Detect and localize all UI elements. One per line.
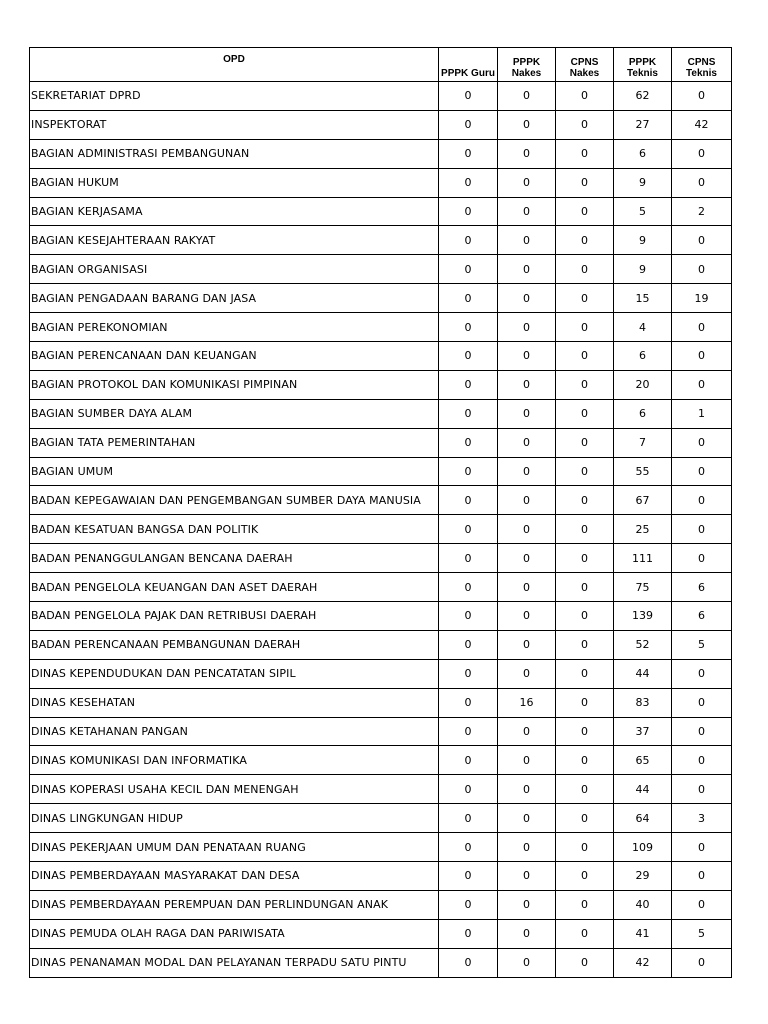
cell-cpns-teknis: 3 (672, 804, 732, 833)
cell-opd: BADAN PENGELOLA KEUANGAN DAN ASET DAERAH (30, 573, 439, 602)
table-row (30, 544, 732, 573)
cell-pppk-teknis: 65 (614, 746, 672, 775)
cell-pppk-nakes: 0 (498, 630, 556, 659)
cell-cpns-nakes: 0 (556, 746, 614, 775)
cell-pppk-teknis: 52 (614, 630, 672, 659)
cell-pppk-teknis: 15 (614, 284, 672, 313)
cell-pppk-guru: 0 (439, 659, 498, 688)
cell-cpns-teknis: 2 (672, 197, 732, 226)
header-opd: OPD (30, 48, 439, 82)
cell-cpns-nakes: 0 (556, 370, 614, 399)
cell-cpns-nakes: 0 (556, 82, 614, 111)
table-row (30, 226, 732, 255)
table-row (30, 342, 732, 371)
cell-cpns-nakes: 0 (556, 313, 614, 342)
cell-pppk-nakes: 0 (498, 313, 556, 342)
cell-pppk-teknis: 67 (614, 486, 672, 515)
table-row (30, 515, 732, 544)
table-row (30, 428, 732, 457)
cell-cpns-teknis: 0 (672, 746, 732, 775)
cell-cpns-nakes: 0 (556, 168, 614, 197)
cell-cpns-teknis: 0 (672, 775, 732, 804)
cell-pppk-guru: 0 (439, 688, 498, 717)
cell-pppk-nakes: 0 (498, 746, 556, 775)
cell-opd: INSPEKTORAT (30, 110, 439, 139)
cell-cpns-teknis: 0 (672, 659, 732, 688)
table-row (30, 746, 732, 775)
cell-opd: DINAS KETAHANAN PANGAN (30, 717, 439, 746)
cell-pppk-nakes: 0 (498, 919, 556, 948)
cell-pppk-teknis: 64 (614, 804, 672, 833)
cell-pppk-guru: 0 (439, 573, 498, 602)
cell-cpns-teknis: 0 (672, 226, 732, 255)
cell-cpns-nakes: 0 (556, 775, 614, 804)
cell-cpns-nakes: 0 (556, 833, 614, 862)
cell-pppk-teknis: 41 (614, 919, 672, 948)
cell-opd: DINAS PEMBERDAYAAN MASYARAKAT DAN DESA (30, 862, 439, 891)
cell-cpns-nakes: 0 (556, 399, 614, 428)
table-row (30, 197, 732, 226)
table-row (30, 313, 732, 342)
header-pppk-teknis-line-1: PPPK (628, 57, 657, 68)
cell-opd: BAGIAN PROTOKOL DAN KOMUNIKASI PIMPINAN (30, 370, 439, 399)
cell-opd: DINAS PEKERJAAN UMUM DAN PENATAAN RUANG (30, 833, 439, 862)
cell-pppk-teknis: 9 (614, 255, 672, 284)
table-row (30, 630, 732, 659)
table-row (30, 948, 732, 977)
cell-pppk-guru: 0 (439, 457, 498, 486)
table-row (30, 862, 732, 891)
table-row (30, 284, 732, 313)
header-pppk-guru-line: PPPK Guru (441, 68, 495, 79)
cell-opd: BAGIAN SUMBER DAYA ALAM (30, 399, 439, 428)
cell-cpns-teknis: 0 (672, 717, 732, 746)
cell-pppk-nakes: 0 (498, 804, 556, 833)
header-cpns-teknis (672, 48, 732, 82)
cell-pppk-nakes: 0 (498, 544, 556, 573)
cell-opd: BADAN KESATUAN BANGSA DAN POLITIK (30, 515, 439, 544)
cell-pppk-guru: 0 (439, 226, 498, 255)
cell-pppk-guru: 0 (439, 168, 498, 197)
table-row (30, 890, 732, 919)
cell-pppk-nakes: 0 (498, 399, 556, 428)
cell-cpns-nakes: 0 (556, 630, 614, 659)
cell-pppk-nakes: 0 (498, 284, 556, 313)
cell-opd: BAGIAN PENGADAAN BARANG DAN JASA (30, 284, 439, 313)
cell-pppk-guru: 0 (439, 82, 498, 111)
cell-cpns-teknis: 0 (672, 370, 732, 399)
cell-pppk-teknis: 62 (614, 82, 672, 111)
cell-opd: BAGIAN KERJASAMA (30, 197, 439, 226)
cell-cpns-teknis: 0 (672, 486, 732, 515)
table-row (30, 919, 732, 948)
cell-opd: BADAN PENANGGULANGAN BENCANA DAERAH (30, 544, 439, 573)
header-pppk-guru (439, 48, 498, 82)
header-pppk-nakes (498, 48, 556, 82)
table-row (30, 255, 732, 284)
cell-cpns-nakes: 0 (556, 602, 614, 631)
cell-opd: DINAS LINGKUNGAN HIDUP (30, 804, 439, 833)
cell-pppk-guru: 0 (439, 110, 498, 139)
cell-cpns-nakes: 0 (556, 862, 614, 891)
cell-pppk-teknis: 44 (614, 775, 672, 804)
table-row (30, 370, 732, 399)
cell-cpns-teknis: 0 (672, 139, 732, 168)
header-pppk-teknis-line-2: Teknis (627, 68, 658, 79)
cell-pppk-teknis: 6 (614, 399, 672, 428)
table-row (30, 110, 732, 139)
cell-pppk-guru: 0 (439, 544, 498, 573)
cell-pppk-nakes: 0 (498, 342, 556, 371)
cell-pppk-teknis: 9 (614, 226, 672, 255)
cell-pppk-guru: 0 (439, 717, 498, 746)
cell-opd: DINAS KESEHATAN (30, 688, 439, 717)
cell-pppk-nakes: 0 (498, 515, 556, 544)
cell-cpns-nakes: 0 (556, 226, 614, 255)
header-pppk-nakes-line-1: PPPK (512, 57, 541, 68)
cell-cpns-nakes: 0 (556, 919, 614, 948)
formation-table (29, 47, 732, 978)
cell-cpns-teknis: 0 (672, 428, 732, 457)
cell-pppk-guru: 0 (439, 139, 498, 168)
cell-opd: DINAS PENANAMAN MODAL DAN PELAYANAN TERPADU SATU PINTU (30, 948, 439, 977)
table-row (30, 82, 732, 111)
cell-pppk-nakes: 0 (498, 659, 556, 688)
cell-pppk-nakes: 0 (498, 775, 556, 804)
cell-pppk-guru: 0 (439, 919, 498, 948)
cell-cpns-nakes: 0 (556, 428, 614, 457)
cell-pppk-nakes: 0 (498, 110, 556, 139)
cell-cpns-nakes: 0 (556, 890, 614, 919)
table-row (30, 833, 732, 862)
cell-pppk-teknis: 9 (614, 168, 672, 197)
cell-pppk-nakes: 0 (498, 717, 556, 746)
cell-pppk-teknis: 27 (614, 110, 672, 139)
cell-pppk-teknis: 44 (614, 659, 672, 688)
cell-opd: BAGIAN PEREKONOMIAN (30, 313, 439, 342)
cell-cpns-teknis: 42 (672, 110, 732, 139)
cell-opd: BADAN KEPEGAWAIAN DAN PENGEMBANGAN SUMBER DAYA MANUSIA (30, 486, 439, 515)
cell-pppk-guru: 0 (439, 515, 498, 544)
cell-pppk-guru: 0 (439, 833, 498, 862)
cell-pppk-nakes: 0 (498, 197, 556, 226)
header-cpns-nakes-line-1: CPNS (570, 57, 599, 68)
cell-pppk-nakes: 0 (498, 486, 556, 515)
cell-pppk-teknis: 37 (614, 717, 672, 746)
cell-pppk-guru: 0 (439, 255, 498, 284)
cell-pppk-guru: 0 (439, 602, 498, 631)
header-pppk-nakes-line-2: Nakes (511, 68, 542, 79)
cell-pppk-nakes: 0 (498, 370, 556, 399)
cell-cpns-teknis: 6 (672, 602, 732, 631)
cell-pppk-nakes: 0 (498, 428, 556, 457)
table-row (30, 688, 732, 717)
cell-opd: BAGIAN PERENCANAAN DAN KEUANGAN (30, 342, 439, 371)
cell-pppk-teknis: 42 (614, 948, 672, 977)
cell-pppk-teknis: 20 (614, 370, 672, 399)
cell-cpns-teknis: 0 (672, 342, 732, 371)
cell-pppk-teknis: 55 (614, 457, 672, 486)
cell-pppk-nakes: 0 (498, 255, 556, 284)
table-row (30, 399, 732, 428)
cell-pppk-guru: 0 (439, 746, 498, 775)
cell-pppk-nakes: 0 (498, 890, 556, 919)
cell-pppk-teknis: 4 (614, 313, 672, 342)
cell-cpns-teknis: 19 (672, 284, 732, 313)
cell-cpns-nakes: 0 (556, 486, 614, 515)
cell-pppk-teknis: 6 (614, 139, 672, 168)
cell-cpns-teknis: 5 (672, 630, 732, 659)
cell-pppk-nakes: 0 (498, 168, 556, 197)
cell-pppk-guru: 0 (439, 804, 498, 833)
cell-cpns-teknis: 0 (672, 862, 732, 891)
cell-cpns-nakes: 0 (556, 948, 614, 977)
cell-pppk-guru: 0 (439, 428, 498, 457)
cell-pppk-teknis: 7 (614, 428, 672, 457)
cell-pppk-guru: 0 (439, 313, 498, 342)
cell-cpns-teknis: 0 (672, 688, 732, 717)
cell-pppk-teknis: 40 (614, 890, 672, 919)
table-row (30, 168, 732, 197)
cell-cpns-teknis: 0 (672, 833, 732, 862)
cell-pppk-guru: 0 (439, 197, 498, 226)
cell-pppk-nakes: 0 (498, 226, 556, 255)
cell-cpns-nakes: 0 (556, 804, 614, 833)
cell-opd: SEKRETARIAT DPRD (30, 82, 439, 111)
cell-pppk-guru: 0 (439, 630, 498, 659)
table-row (30, 486, 732, 515)
cell-opd: DINAS KEPENDUDUKAN DAN PENCATATAN SIPIL (30, 659, 439, 688)
header-row (30, 48, 732, 82)
cell-pppk-nakes: 0 (498, 139, 556, 168)
cell-opd: BADAN PENGELOLA PAJAK DAN RETRIBUSI DAERAH (30, 602, 439, 631)
cell-pppk-nakes: 0 (498, 862, 556, 891)
cell-cpns-teknis: 5 (672, 919, 732, 948)
cell-cpns-teknis: 1 (672, 399, 732, 428)
cell-pppk-guru: 0 (439, 342, 498, 371)
cell-cpns-teknis: 0 (672, 457, 732, 486)
cell-pppk-teknis: 6 (614, 342, 672, 371)
cell-opd: BAGIAN UMUM (30, 457, 439, 486)
header-cpns-teknis-line-2: Teknis (686, 68, 717, 79)
table-row (30, 573, 732, 602)
header-cpns-teknis-line-1: CPNS (687, 57, 716, 68)
cell-pppk-teknis: 139 (614, 602, 672, 631)
cell-cpns-nakes: 0 (556, 255, 614, 284)
cell-cpns-nakes: 0 (556, 139, 614, 168)
cell-pppk-nakes: 0 (498, 573, 556, 602)
cell-opd: DINAS PEMUDA OLAH RAGA DAN PARIWISATA (30, 919, 439, 948)
table-row (30, 804, 732, 833)
cell-pppk-guru: 0 (439, 775, 498, 804)
cell-pppk-guru: 0 (439, 890, 498, 919)
cell-pppk-guru: 0 (439, 862, 498, 891)
cell-cpns-teknis: 6 (672, 573, 732, 602)
cell-opd: BAGIAN KESEJAHTERAAN RAKYAT (30, 226, 439, 255)
cell-pppk-teknis: 109 (614, 833, 672, 862)
table-body (30, 82, 732, 978)
cell-pppk-teknis: 29 (614, 862, 672, 891)
cell-opd: DINAS KOPERASI USAHA KECIL DAN MENENGAH (30, 775, 439, 804)
cell-cpns-teknis: 0 (672, 544, 732, 573)
table-row (30, 602, 732, 631)
table-row (30, 139, 732, 168)
cell-pppk-nakes: 0 (498, 602, 556, 631)
cell-pppk-nakes: 0 (498, 948, 556, 977)
cell-pppk-guru: 0 (439, 284, 498, 313)
table-row (30, 457, 732, 486)
cell-pppk-guru: 0 (439, 399, 498, 428)
cell-pppk-teknis: 83 (614, 688, 672, 717)
cell-opd: BAGIAN ORGANISASI (30, 255, 439, 284)
cell-cpns-teknis: 0 (672, 890, 732, 919)
cell-pppk-nakes: 16 (498, 688, 556, 717)
cell-opd: DINAS KOMUNIKASI DAN INFORMATIKA (30, 746, 439, 775)
cell-pppk-teknis: 111 (614, 544, 672, 573)
cell-cpns-teknis: 0 (672, 168, 732, 197)
cell-cpns-nakes: 0 (556, 573, 614, 602)
table-row (30, 717, 732, 746)
cell-pppk-guru: 0 (439, 948, 498, 977)
cell-pppk-nakes: 0 (498, 833, 556, 862)
table-row (30, 659, 732, 688)
cell-cpns-nakes: 0 (556, 284, 614, 313)
cell-pppk-guru: 0 (439, 486, 498, 515)
cell-cpns-nakes: 0 (556, 197, 614, 226)
cell-cpns-teknis: 0 (672, 515, 732, 544)
cell-cpns-nakes: 0 (556, 688, 614, 717)
table-row (30, 775, 732, 804)
cell-pppk-nakes: 0 (498, 457, 556, 486)
cell-opd: BADAN PERENCANAAN PEMBANGUNAN DAERAH (30, 630, 439, 659)
cell-cpns-nakes: 0 (556, 544, 614, 573)
cell-pppk-guru: 0 (439, 370, 498, 399)
cell-pppk-teknis: 5 (614, 197, 672, 226)
cell-opd: BAGIAN ADMINISTRASI PEMBANGUNAN (30, 139, 439, 168)
cell-pppk-nakes: 0 (498, 82, 556, 111)
cell-pppk-teknis: 25 (614, 515, 672, 544)
cell-opd: DINAS PEMBERDAYAAN PEREMPUAN DAN PERLINDUNGAN ANAK (30, 890, 439, 919)
header-cpns-nakes (556, 48, 614, 82)
cell-cpns-nakes: 0 (556, 342, 614, 371)
cell-cpns-teknis: 0 (672, 82, 732, 111)
cell-cpns-nakes: 0 (556, 717, 614, 746)
table-header (30, 48, 732, 82)
cell-cpns-teknis: 0 (672, 313, 732, 342)
cell-cpns-nakes: 0 (556, 457, 614, 486)
cell-cpns-teknis: 0 (672, 948, 732, 977)
cell-opd: BAGIAN TATA PEMERINTAHAN (30, 428, 439, 457)
header-pppk-teknis (614, 48, 672, 82)
cell-cpns-nakes: 0 (556, 110, 614, 139)
cell-opd: BAGIAN HUKUM (30, 168, 439, 197)
cell-cpns-nakes: 0 (556, 659, 614, 688)
header-cpns-nakes-line-2: Nakes (569, 68, 600, 79)
cell-cpns-teknis: 0 (672, 255, 732, 284)
cell-pppk-teknis: 75 (614, 573, 672, 602)
cell-cpns-nakes: 0 (556, 515, 614, 544)
